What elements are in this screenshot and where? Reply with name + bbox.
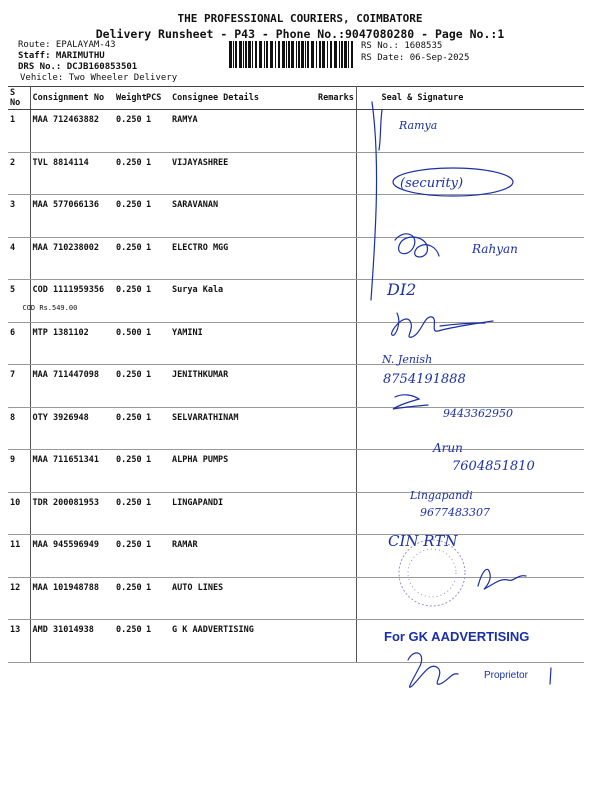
barcode-bar [248, 41, 251, 68]
cell-sno: 3 [8, 195, 30, 238]
cell-pcs: 1 [144, 152, 170, 195]
barcode-bar [264, 41, 265, 68]
cell-sno: 7 [8, 365, 30, 408]
hw-text-8: 9443362950 [443, 407, 513, 420]
route-label: Route: EPALAYAM-43 [18, 40, 116, 50]
cell-consignee: G K AADVERTISING [170, 620, 316, 663]
cell-sig [356, 365, 584, 408]
cell-sig [356, 577, 584, 620]
barcode-bar [239, 41, 242, 68]
cell-remarks [316, 280, 356, 323]
cell-sig [356, 152, 584, 195]
cell-pcs: 1 [144, 407, 170, 450]
cell-weight: 0.250 [114, 450, 144, 493]
hw-text-7a: N. Jenish [382, 353, 433, 366]
cell-sno: 9 [8, 450, 30, 493]
stamp-for-text: For GK AADVERTISING [384, 629, 530, 644]
cell-sno: 6 [8, 322, 30, 365]
cell-consignment: MTP 1381102 [30, 322, 114, 365]
col-weight: Weight [114, 87, 144, 110]
barcode-bar [296, 41, 297, 68]
cell-pcs: 1 [144, 280, 170, 323]
cell-consignment: OTY 3926948 [30, 407, 114, 450]
cell-weight: 0.250 [114, 280, 144, 323]
table-row [8, 577, 584, 620]
cell-weight: 0.500 [114, 322, 144, 365]
cell-weight: 0.250 [114, 110, 144, 153]
cell-pcs: 1 [144, 577, 170, 620]
barcode-bar [243, 41, 244, 68]
table-row [8, 280, 584, 323]
col-sno: S No [8, 87, 30, 110]
barcode-bar [334, 41, 337, 68]
cell-sig [356, 322, 584, 365]
cell-remarks [316, 407, 356, 450]
cell-sno: 13 [8, 620, 30, 663]
cell-consignee: RAMYA [170, 110, 316, 153]
cell-remarks [316, 322, 356, 365]
barcode-bar [229, 41, 232, 68]
barcode-bar [341, 41, 343, 68]
table-header-row [8, 87, 584, 110]
cell-consignee: SARAVANAN [170, 195, 316, 238]
cell-sig [356, 535, 584, 578]
cell-consignee: ELECTRO MGG [170, 237, 316, 280]
table-row [8, 450, 584, 493]
cell-consignee: AUTO LINES [170, 577, 316, 620]
cell-consignment: MAA 945596949 [30, 535, 114, 578]
cell-remarks [316, 237, 356, 280]
cell-consignment: AMD 31014938 [30, 620, 114, 663]
hw-text-9a: Arun [433, 441, 463, 455]
cell-consignment: MAA 101948788 [30, 577, 114, 620]
barcode-bar [245, 41, 247, 68]
barcode-bar [278, 41, 280, 68]
col-consignment: Consignment No [30, 87, 114, 110]
cell-consignment: MAA 712463882 [30, 110, 114, 153]
cell-pcs: 1 [144, 450, 170, 493]
cell-consignment: TVL 8814114 [30, 152, 114, 195]
cell-consignment: MAA 710238002 [30, 237, 114, 280]
drs-label: DRS No.: DCJB160853501 [18, 62, 138, 72]
cell-consignee: Surya Kala [170, 280, 316, 323]
col-remarks: Remarks [316, 87, 356, 110]
table-row [8, 492, 584, 535]
cell-consignment: MAA 711447098 [30, 365, 114, 408]
hw-text-11: CIN RTN [388, 532, 458, 550]
cell-pcs: 1 [144, 365, 170, 408]
cell-weight: 0.250 [114, 152, 144, 195]
cell-pcs: 1 [144, 535, 170, 578]
cell-sig [356, 110, 584, 153]
cell-consignee: LINGAPANDI [170, 492, 316, 535]
col-consignee: Consignee Details [170, 87, 316, 110]
cell-sig [356, 280, 584, 323]
cell-consignment: MAA 577066136 [30, 195, 114, 238]
cell-consignee: VIJAYASHREE [170, 152, 316, 195]
cell-sno: 12 [8, 577, 30, 620]
cell-sig [356, 492, 584, 535]
barcode-bar [252, 41, 253, 68]
barcode-bar [348, 41, 349, 68]
hw-text-10b: 9677483307 [420, 506, 490, 519]
table-row [8, 152, 584, 195]
hw-text-7b: 8754191888 [383, 372, 466, 387]
barcode-bar [344, 41, 347, 68]
hw-text-1: Ramya [399, 119, 438, 132]
cell-remarks [316, 620, 356, 663]
table-row [8, 195, 584, 238]
runsheet-title: Delivery Runsheet - P43 - Phone No.:9047080280 - Page No.:1 [95, 27, 505, 41]
cell-weight: 0.250 [114, 577, 144, 620]
barcode-bar [301, 41, 304, 68]
cell-sno: 4 [8, 237, 30, 280]
company-title: THE PROFESSIONAL COURIERS, COIMBATORE [177, 12, 423, 25]
cell-sno: 11 [8, 535, 30, 578]
cell-consignee: JENITHKUMAR [170, 365, 316, 408]
barcode-bar [298, 41, 300, 68]
table-row [8, 237, 584, 280]
barcode-bar [319, 41, 321, 68]
barcode-bar [307, 41, 309, 68]
vehicle-label: Vehicle: Two Wheeler Delivery [20, 73, 178, 83]
hw-text-10a: Lingapandi [410, 489, 473, 502]
barcode-bar [330, 41, 332, 68]
cell-weight: 0.250 [114, 492, 144, 535]
barcode-bar [351, 41, 353, 68]
cell-weight: 0.250 [114, 407, 144, 450]
barcode-bar [235, 41, 237, 68]
cell-consignee: YAMINI [170, 322, 316, 365]
cell-sno: 8 [8, 407, 30, 450]
col-pcs: PCS [144, 87, 170, 110]
cell-pcs: 1 [144, 322, 170, 365]
cell-weight: 0.250 [114, 365, 144, 408]
cell-remarks [316, 535, 356, 578]
hw-text-4: Rahyan [472, 242, 518, 256]
cell-sig [356, 237, 584, 280]
stamp-proprietor: Proprietor [484, 670, 528, 681]
staff-label: Staff: MARIMUTHU [18, 51, 105, 61]
barcode-bar [311, 41, 314, 68]
table-row [8, 110, 584, 153]
cell-sno: 10 [8, 492, 30, 535]
cell-remarks [316, 195, 356, 238]
table-row [8, 407, 584, 450]
cell-remarks [316, 152, 356, 195]
handwritten-stroke [550, 668, 551, 684]
barcode-bar [233, 41, 234, 68]
barcode-bar [327, 41, 328, 68]
hw-text-5: DI2 [387, 280, 417, 299]
cell-pcs: 1 [144, 110, 170, 153]
runsheet-table [8, 86, 584, 663]
barcode-bar [305, 41, 306, 68]
consignment-number: COD 1111959356 [32, 285, 105, 295]
table-row [8, 535, 584, 578]
table-row [8, 322, 584, 365]
rs-date: RS Date: 06-Sep-2025 [361, 53, 470, 63]
cell-pcs: 1 [144, 492, 170, 535]
table-row [8, 365, 584, 408]
barcode-bar [322, 41, 325, 68]
cell-sno: 1 [8, 110, 30, 153]
cell-remarks [316, 365, 356, 408]
cell-remarks [316, 110, 356, 153]
cell-pcs: 1 [144, 237, 170, 280]
barcode-bar [291, 41, 294, 68]
cell-weight: 0.250 [114, 535, 144, 578]
rs-number: RS No.: 1608535 [361, 41, 443, 51]
barcode-bar [286, 41, 287, 68]
hw-text-2: (security) [400, 176, 464, 191]
barcode-bar [270, 41, 273, 68]
barcode-bar [339, 41, 340, 68]
barcode [229, 41, 355, 68]
cell-sig [356, 450, 584, 493]
cell-consignment: TDR 200081953 [30, 492, 114, 535]
cell-consignment [22, 280, 114, 323]
col-signature: Seal & Signature [356, 87, 584, 110]
cell-weight: 0.250 [114, 620, 144, 663]
cell-consignee: ALPHA PUMPS [170, 450, 316, 493]
cell-sno: 2 [8, 152, 30, 195]
barcode-bar [259, 41, 262, 68]
barcode-bar [316, 41, 317, 68]
cell-sig [356, 195, 584, 238]
cell-weight: 0.250 [114, 237, 144, 280]
barcode-bar [275, 41, 276, 68]
cod-note: COD Rs.549.00 [22, 304, 78, 312]
hw-text-9b: 7604851810 [452, 459, 535, 474]
cell-sig [356, 407, 584, 450]
cell-pcs: 1 [144, 195, 170, 238]
cell-weight: 0.250 [114, 195, 144, 238]
cell-consignee: RAMAR [170, 535, 316, 578]
barcode-bar [255, 41, 257, 68]
cell-sno: 5 [8, 280, 30, 323]
barcode-bar [282, 41, 285, 68]
cell-pcs: 1 [144, 620, 170, 663]
cell-remarks [316, 577, 356, 620]
cell-consignment: MAA 711651341 [30, 450, 114, 493]
cell-consignee: SELVARATHINAM [170, 407, 316, 450]
barcode-bar [288, 41, 290, 68]
barcode-bar [266, 41, 268, 68]
cell-remarks [316, 450, 356, 493]
cell-remarks [316, 492, 356, 535]
